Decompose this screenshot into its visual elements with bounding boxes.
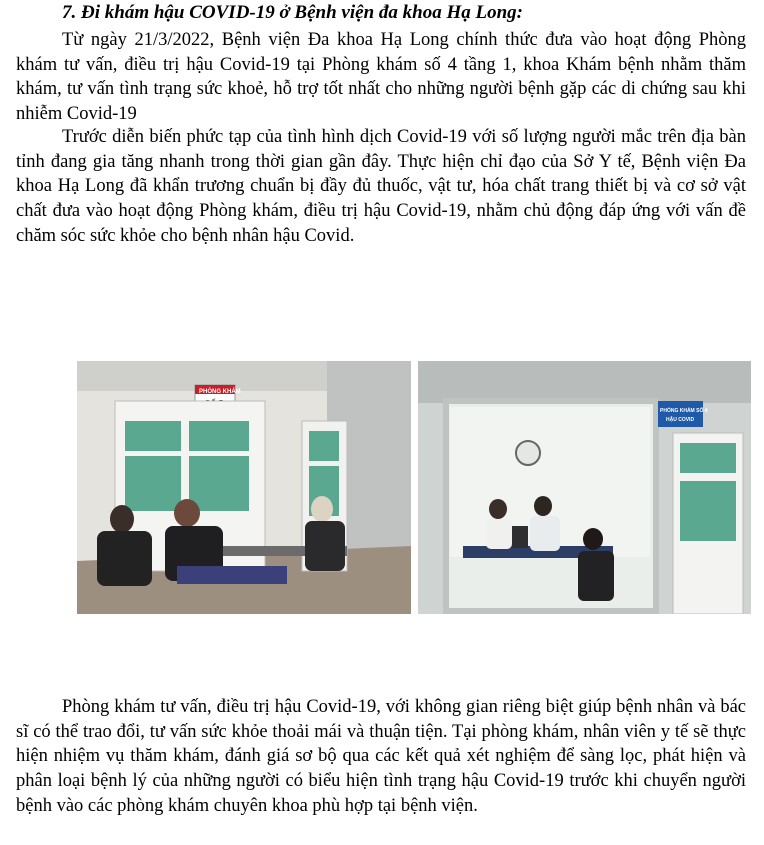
section-heading: 7. Đi khám hậu COVID-19 ở Bệnh viện đa khoa Hạ Long: [62,2,523,23]
paragraph-context: Trước diễn biến phức tạp của tình hình dịch Covid-19 với số lượng người mắc trên địa bàn tỉnh đang gia tăng nhanh trong thời gian gần đây. Thực hiện chỉ đạo của Sở Y tế, Bệnh viện Đa khoa Hạ Long đã khẩn trương chuẩn bị đầy đủ thuốc, vật tư, hóa chất trang thiết bị và cơ sở vật chất đưa vào hoạt động Phòng khám, điều trị hậu Covid-19, nhằm chủ động đáp ứng với vấn đề chăm sóc sức khỏe cho bệnh nhân hậu Covid. [16,127,746,246]
sign-right-line1: PHÒNG KHÁM SỐ 4 [660,408,708,414]
photo-waiting-area [77,361,411,614]
paragraph-intro: Từ ngày 21/3/2022, Bệnh viện Đa khoa Hạ Long chính thức đưa vào hoạt động Phòng khám tư vấn, điều trị hậu Covid-19 tại Phòng khám số 4 tầng 1, khoa Khám bệnh nhằm thăm khám, tư vấn tình trạng sức khoẻ, hỗ trợ tốt nhất cho những người bệnh gặp các di chứng sau khi nhiễm Covid-19 [16,30,746,125]
paragraph-clinic-description: Phòng khám tư vấn, điều trị hậu Covid-19, với không gian riêng biệt giúp bệnh nhân và bác sĩ có thể trao đổi, tư vấn sức khỏe thoải mái và thuận tiện. Tại phòng khám, nhân viên y tế sẽ thực hiện nhiệm vụ thăm khám, đánh giá sơ bộ qua các kết quả xét nghiệm để sàng lọc, phát hiện và phân loại bệnh lý của những người có biểu hiện tình trạng hậu Covid-19 trước khi chuyển người bệnh vào các phòng khám chuyên khoa phù hợp tại bệnh viện. [16,697,746,816]
photo-consultation-room [418,361,751,614]
sign-left-line1: PHÒNG KHÁM [199,389,241,395]
sign-right-line2: HẬU COVID [666,417,695,423]
